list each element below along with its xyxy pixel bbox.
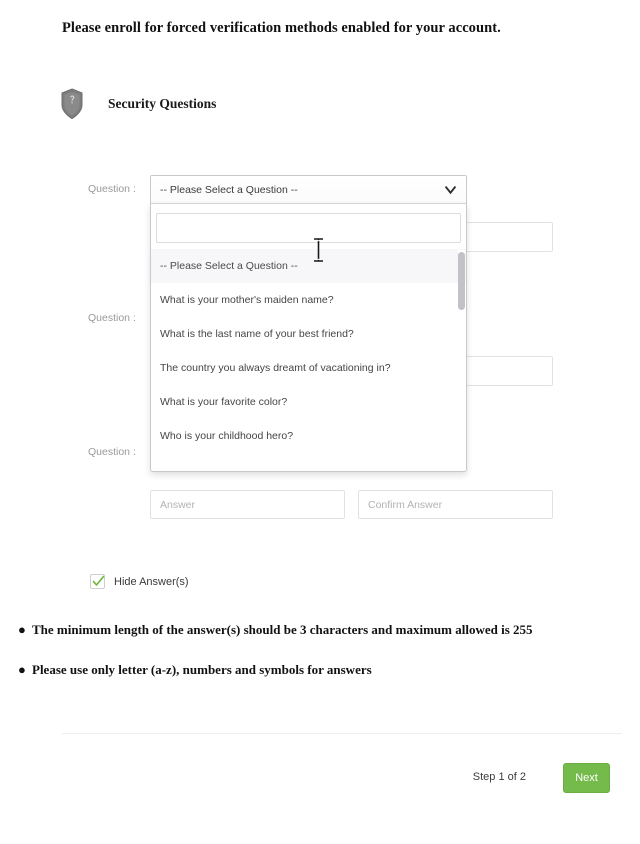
- note-item: [18, 622, 632, 638]
- next-button[interactable]: Next: [563, 763, 610, 793]
- question-select-value: -- Please Select a Question --: [160, 183, 298, 196]
- bullet-icon: ●: [18, 622, 26, 637]
- dropdown-option[interactable]: The country you always dreamt of vacationing in?: [160, 362, 391, 374]
- dropdown-option[interactable]: What is your mother's maiden name?: [160, 294, 334, 306]
- dropdown-option[interactable]: What is the last name of your best friend?: [160, 328, 354, 340]
- question-dropdown-panel[interactable]: [150, 204, 467, 472]
- question-label-2: Question :: [88, 312, 136, 324]
- shield-icon: [60, 88, 84, 120]
- dropdown-search-wrap: [151, 204, 466, 249]
- note-text: Please use only letter (a-z), numbers and symbols for answers: [32, 661, 372, 677]
- footer-divider: [62, 733, 622, 734]
- dropdown-option-list: [151, 249, 466, 453]
- dropdown-search-input[interactable]: [156, 213, 461, 243]
- answer-input[interactable]: Answer: [150, 490, 345, 519]
- chevron-down-icon: [444, 183, 457, 196]
- step-indicator: Step 1 of 2: [472, 771, 526, 783]
- dropdown-option[interactable]: Who is your childhood hero?: [160, 430, 294, 442]
- dropdown-option[interactable]: -- Please Select a Question --: [151, 249, 466, 283]
- checkmark-icon: [92, 575, 105, 588]
- notes-list: [18, 622, 632, 701]
- confirm-answer-input[interactable]: Confirm Answer: [358, 490, 553, 519]
- text-cursor: [313, 238, 324, 262]
- hide-answers-row[interactable]: [90, 574, 189, 589]
- note-item: [18, 662, 632, 678]
- page-title: Please enroll for forced verification methods enabled for your account.: [62, 20, 501, 36]
- question-label-1: Question :: [88, 183, 136, 195]
- dropdown-option[interactable]: What is your favorite color?: [160, 396, 288, 408]
- bullet-icon: ●: [18, 661, 26, 677]
- question-label-3: Question :: [88, 446, 136, 458]
- hide-answers-label: Hide Answer(s): [114, 575, 189, 588]
- section-header: [60, 88, 216, 120]
- section-title: Security Questions: [108, 96, 217, 111]
- hide-answers-checkbox[interactable]: [90, 574, 105, 589]
- question-select-row1[interactable]: [150, 175, 467, 204]
- dropdown-scrollbar-thumb[interactable]: [458, 252, 465, 310]
- note-text: The minimum length of the answer(s) should be 3 characters and maximum allowed is 255: [32, 622, 533, 637]
